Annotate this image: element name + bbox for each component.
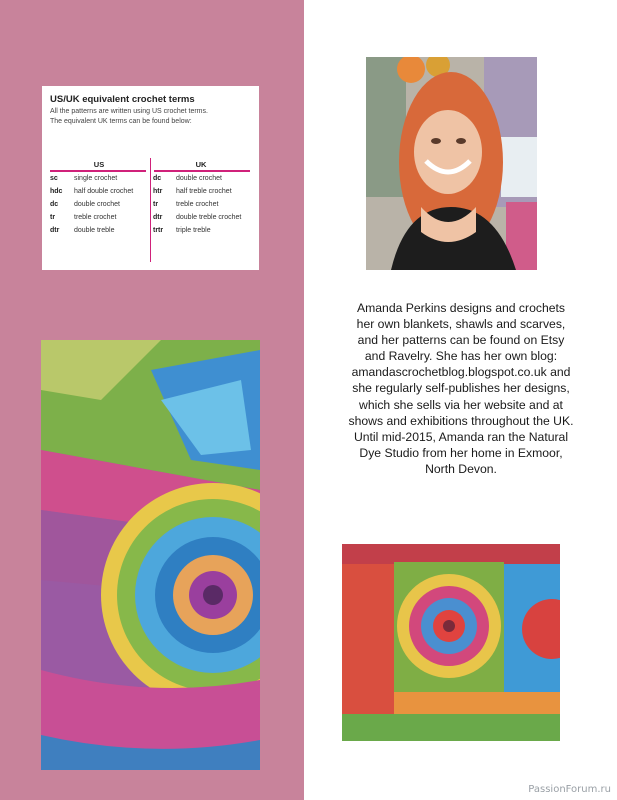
us-abbreviation: hdc <box>50 188 63 195</box>
us-column-header: US <box>93 160 105 169</box>
designer-portrait-photo <box>366 57 537 270</box>
bio-line: shows and exhibitions throughout the UK. <box>348 413 574 428</box>
us-term: double crochet <box>74 201 120 208</box>
terms-title: US/UK equivalent crochet terms <box>50 94 195 105</box>
us-abbreviation: dtr <box>50 227 60 234</box>
bio-line: and Ravelry. She has her own blog: <box>364 349 558 364</box>
us-abbreviation: dc <box>50 201 59 208</box>
bio-line: which she sells via her website and at <box>359 397 563 412</box>
uk-term: triple treble <box>176 227 211 234</box>
uk-abbreviation: htr <box>153 188 163 195</box>
terms-row <box>50 198 250 211</box>
bio-line: her own blankets, shawls and scarves, <box>356 317 566 332</box>
us-term: double treble <box>74 227 115 234</box>
crochet-terms-box <box>42 86 259 270</box>
terms-row <box>50 172 250 185</box>
designer-bio <box>330 300 592 477</box>
uk-abbreviation: tr <box>153 201 159 208</box>
bio-line: amandascrochetblog.blogspot.co.uk and <box>351 365 571 380</box>
terms-intro-line-2: The equivalent UK terms can be found below: <box>50 118 192 125</box>
terms-row <box>50 224 250 237</box>
us-term: half double crochet <box>74 188 134 195</box>
watermark: PassionForum.ru <box>528 784 611 795</box>
uk-term: half treble crochet <box>176 188 232 195</box>
bio-line: Amanda Perkins designs and crochets <box>357 301 565 315</box>
terms-intro-line-1: All the patterns are written using US crochet terms. <box>50 108 208 115</box>
crochet-blanket-closeup-photo <box>41 340 260 770</box>
terms-row <box>50 211 250 224</box>
bio-line: she regularly self-publishes her designs, <box>352 381 570 396</box>
bio-line: and her patterns can be found on Etsy <box>357 333 565 348</box>
uk-term: double crochet <box>176 175 222 182</box>
bio-line: Dye Studio from her home in Exmoor, <box>359 445 563 460</box>
bio-line: Until mid-2015, Amanda ran the Natural <box>353 429 569 444</box>
uk-abbreviation: trtr <box>153 227 164 234</box>
us-term: single crochet <box>74 175 118 182</box>
terms-row <box>50 185 250 198</box>
uk-term: treble crochet <box>176 201 219 208</box>
uk-abbreviation: dtr <box>153 214 163 221</box>
us-abbreviation: sc <box>50 175 58 182</box>
us-abbreviation: tr <box>50 214 56 221</box>
crochet-granny-squares-photo <box>342 544 560 741</box>
uk-abbreviation: dc <box>153 175 162 182</box>
uk-term: double treble crochet <box>176 214 242 221</box>
uk-column-header: UK <box>195 160 207 169</box>
bio-line: North Devon. <box>425 461 497 476</box>
terms-table <box>50 158 250 237</box>
us-term: treble crochet <box>74 214 117 221</box>
